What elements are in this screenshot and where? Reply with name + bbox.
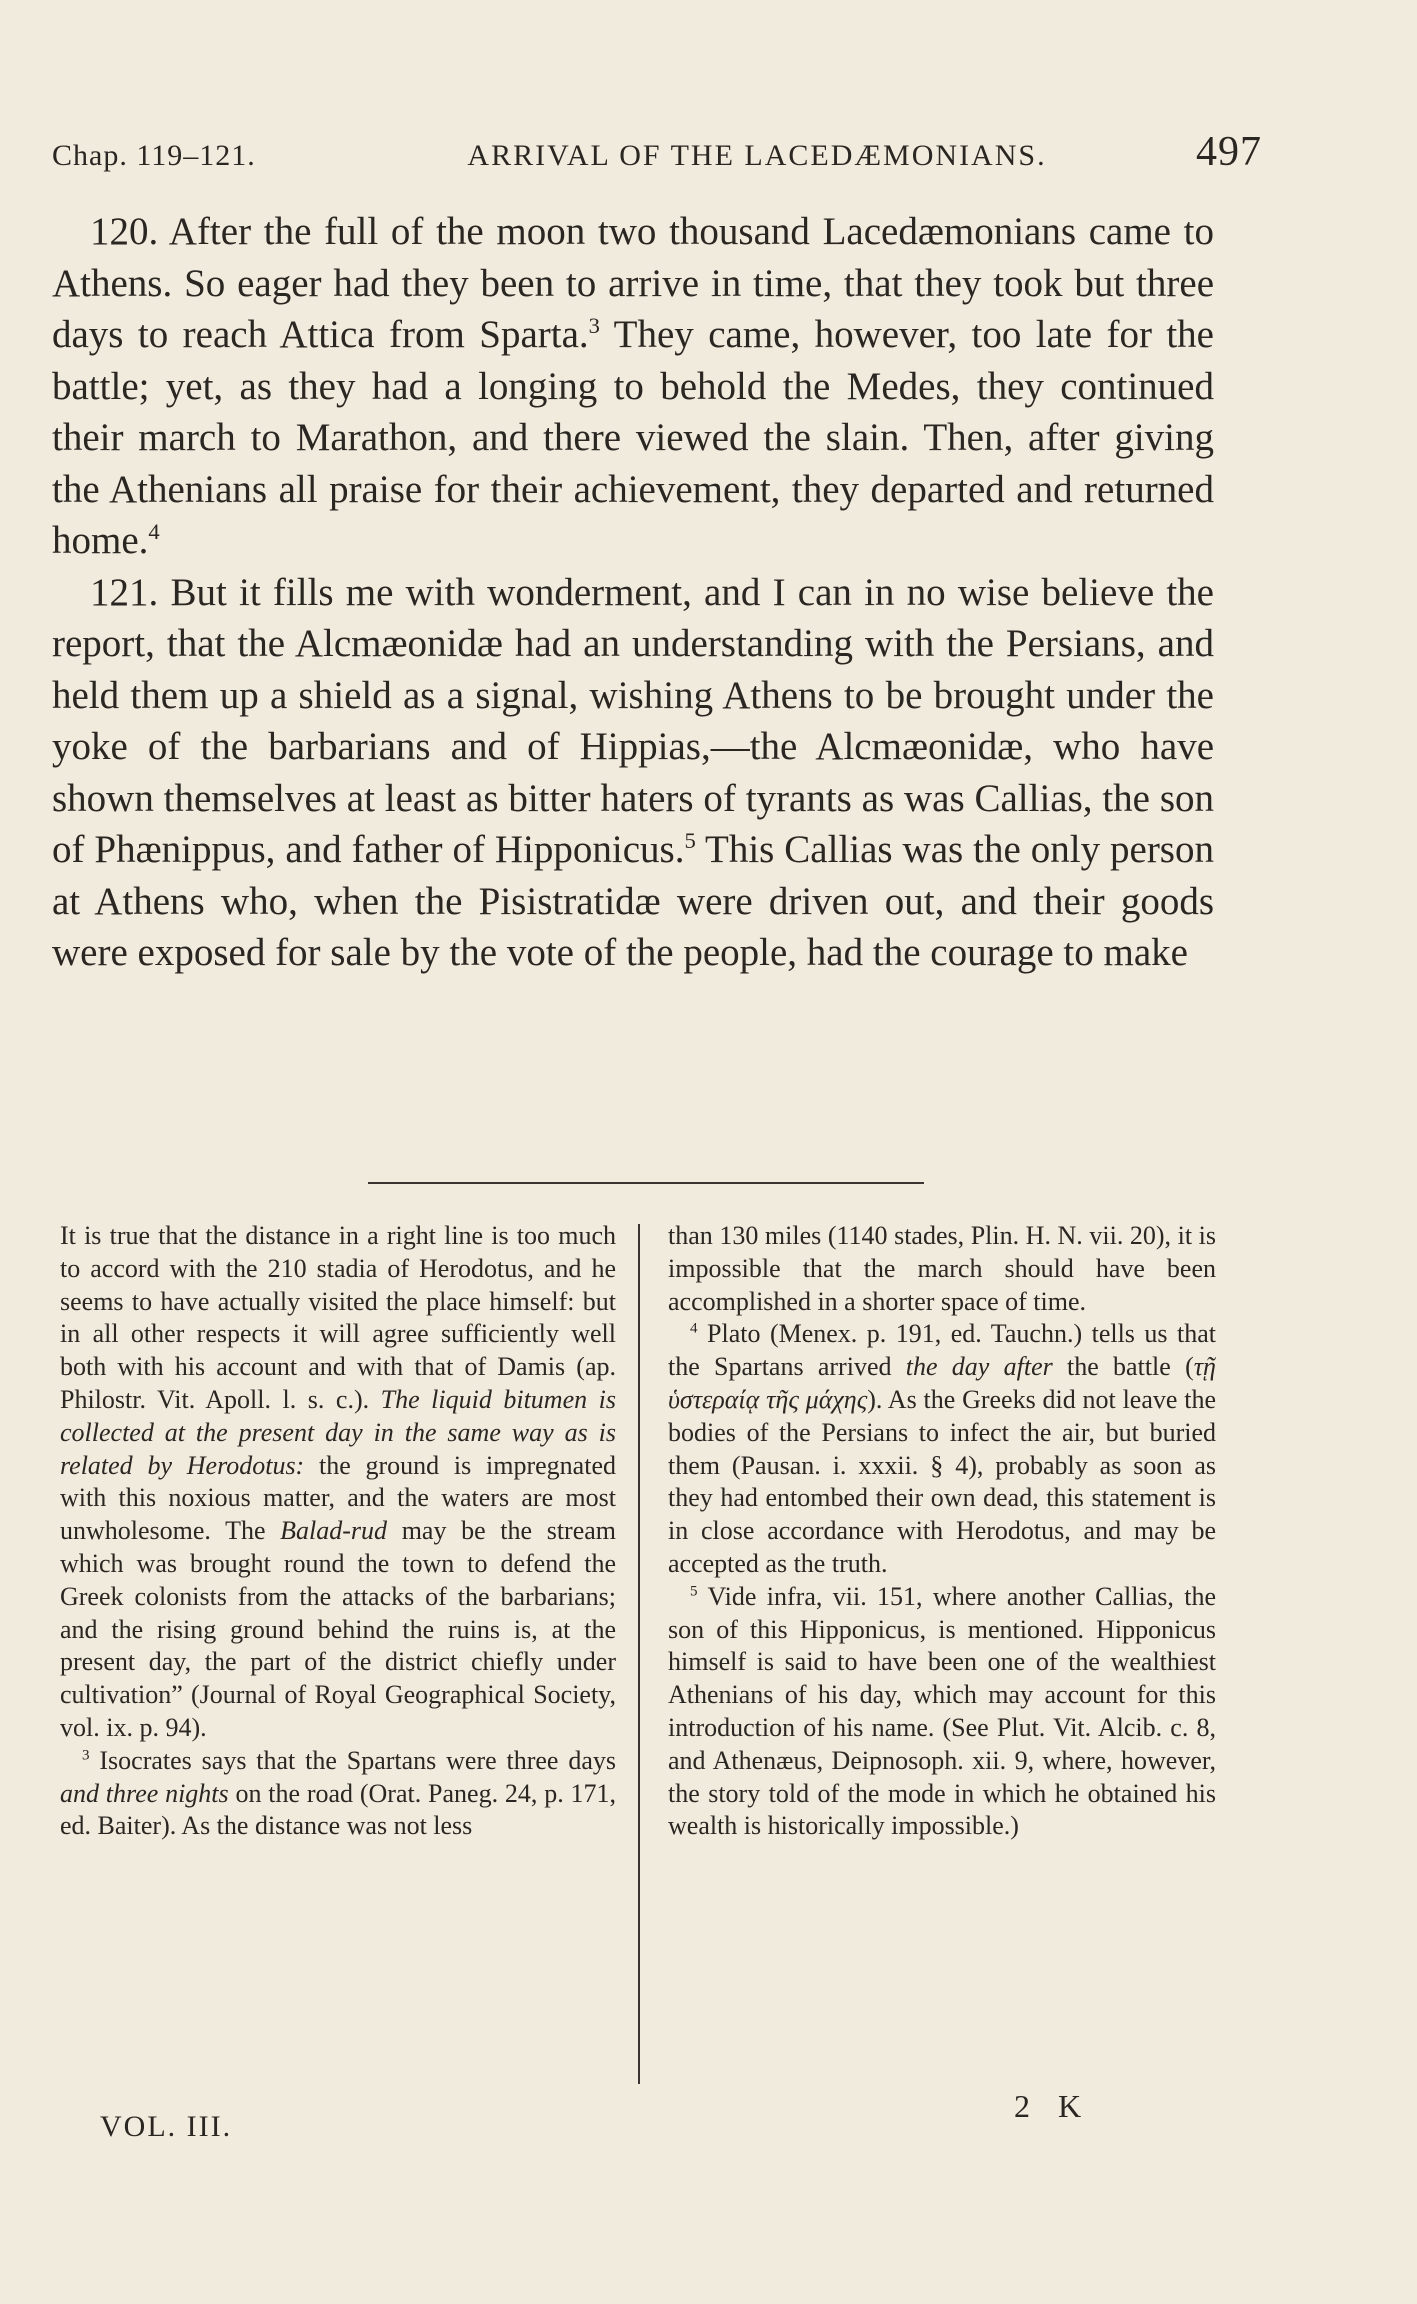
text-segment: on the road (Orat. Paneg. 24, p. 171, ed. Baiter). As the distance was not less bbox=[60, 1778, 617, 1841]
page-number: 497 bbox=[1196, 129, 1262, 175]
text-segment: the battle ( bbox=[1052, 1352, 1194, 1382]
text-segment: ). As the Greeks did not leave the bodies of the Persians to infect the air, but buried them (Pausan. i. xxxii. § 4), probably as soon as they had entombed their own dead, this statement is in close accordance with Herodotus, and may be accepted as the truth. bbox=[668, 1384, 1216, 1578]
footnote-number: 4 bbox=[690, 1320, 698, 1337]
text-segment: This Callias was the only person at Athens who, when the Pisistratidæ were driven out, and their goods were exposed for sale by the vote of the people, had the courage to make bbox=[52, 828, 1214, 974]
text-segment: than 130 miles (1140 stades, Plin. H. N. vii. 20), it is impossible that the march should have been accomplished in a shorter space of time. bbox=[668, 1221, 1216, 1316]
text-segment: It is true that the distance in a right line is too much to accord with the 210 stadia of Herodotus, and he seems to have actually visited the place himself: but in all other respects it will agree sufficiently well both with his account and with that of Damis (ap. Philostr. Vit. Apoll. l. s. c.). bbox=[60, 1221, 616, 1414]
footnotes-left-column bbox=[60, 1220, 616, 1843]
greek-phrase: τῇ ὑστεραίᾳ τῆς μάχης bbox=[668, 1352, 1216, 1414]
footnote-ref-5: 5 bbox=[684, 828, 696, 853]
column-separator bbox=[638, 1224, 640, 2084]
text-segment: Vide infra, vii. 151, where another Callias, the son of this Hipponicus, is mentioned. Hipponicus himself is said to have been one of the wealthiest Athenians of his day, which may account for this introduction of his name. (See Plut. Vit. Alcib. c. 8, and Athenæus, Deipnosoph. xii. 9, where, however, the story told of the mode in which he obtained his wealth is historically impossible.) bbox=[668, 1581, 1216, 1841]
text-segment: They came, however, too late for the battle; yet, as they had a longing to behold the Medes, they continued their march to Marathon, and there viewed the slain. Then, after giving the Athenians all praise for their achievement, they departed and returned home. bbox=[52, 313, 1214, 562]
running-header bbox=[52, 128, 1262, 175]
signature-mark: 2 K bbox=[1014, 2088, 1092, 2124]
paragraph-120 bbox=[52, 206, 1214, 567]
text-segment: the ground is impregnated with this noxious matter, and the waters are most unwholesome. The bbox=[60, 1450, 616, 1546]
text-segment: Plato (Menex. p. 191, ed. Tauchn.) tells us that the Spartans arrived bbox=[668, 1319, 1216, 1382]
footnote-number: 3 bbox=[82, 1747, 90, 1764]
paragraph-121 bbox=[52, 567, 1214, 979]
footnote-3 bbox=[60, 1745, 616, 1843]
volume-label: VOL. III. bbox=[100, 2110, 233, 2143]
footnote-ref-3: 3 bbox=[588, 313, 600, 338]
italic-name: Balad-rud bbox=[280, 1516, 388, 1546]
text-segment: Isocrates says that the Spartans were three days bbox=[89, 1745, 616, 1775]
footnotes-right-column bbox=[668, 1220, 1216, 1843]
chapter-range: Chap. 119–121. bbox=[52, 139, 256, 172]
running-title: ARRIVAL OF THE LACEDÆMONIANS. bbox=[467, 139, 1047, 172]
italic-quote: The liquid bitumen is collected at the present day in the same way as is related by Herodotus: bbox=[60, 1384, 616, 1480]
footnote-continuation bbox=[60, 1220, 616, 1745]
footnote-5 bbox=[668, 1581, 1216, 1843]
footnote-4 bbox=[668, 1318, 1216, 1580]
footnote-3-continuation bbox=[668, 1220, 1216, 1318]
text-segment: may be the stream which was brought round the town to defend the Greek colonists from the attacks of the barbarians; and the rising ground behind the ruins is, at the present day, the part of the district chiefly under cultivation” (Journal of Royal Geographical Society, vol. ix. p. 94). bbox=[60, 1516, 617, 1742]
footnote-divider bbox=[368, 1182, 924, 1184]
italic-phrase: and three nights bbox=[60, 1778, 229, 1808]
main-text bbox=[52, 206, 1214, 979]
text-segment: 121. But it fills me with wonderment, and I can in no wise believe the report, that the Alcmæonidæ had an understanding with the Persians, and held them up a shield as a signal, wishing Athens to be brought under the yoke of the barbarians and of Hippias,—the Alcmæonidæ, who have shown themselves at least as bitter haters of tyrants as was Callias, the son of Phænippus, and father of Hipponicus. bbox=[52, 570, 1214, 871]
italic-phrase: the day after bbox=[905, 1352, 1053, 1382]
text-segment: 120. After the full of the moon two thousand Lacedæmonians came to Athens. So eager had they been to arrive in time, that they took but three days to reach Attica from Sparta. bbox=[52, 210, 1214, 356]
footnote-ref-4: 4 bbox=[148, 519, 160, 544]
footnote-number: 5 bbox=[690, 1583, 698, 1600]
